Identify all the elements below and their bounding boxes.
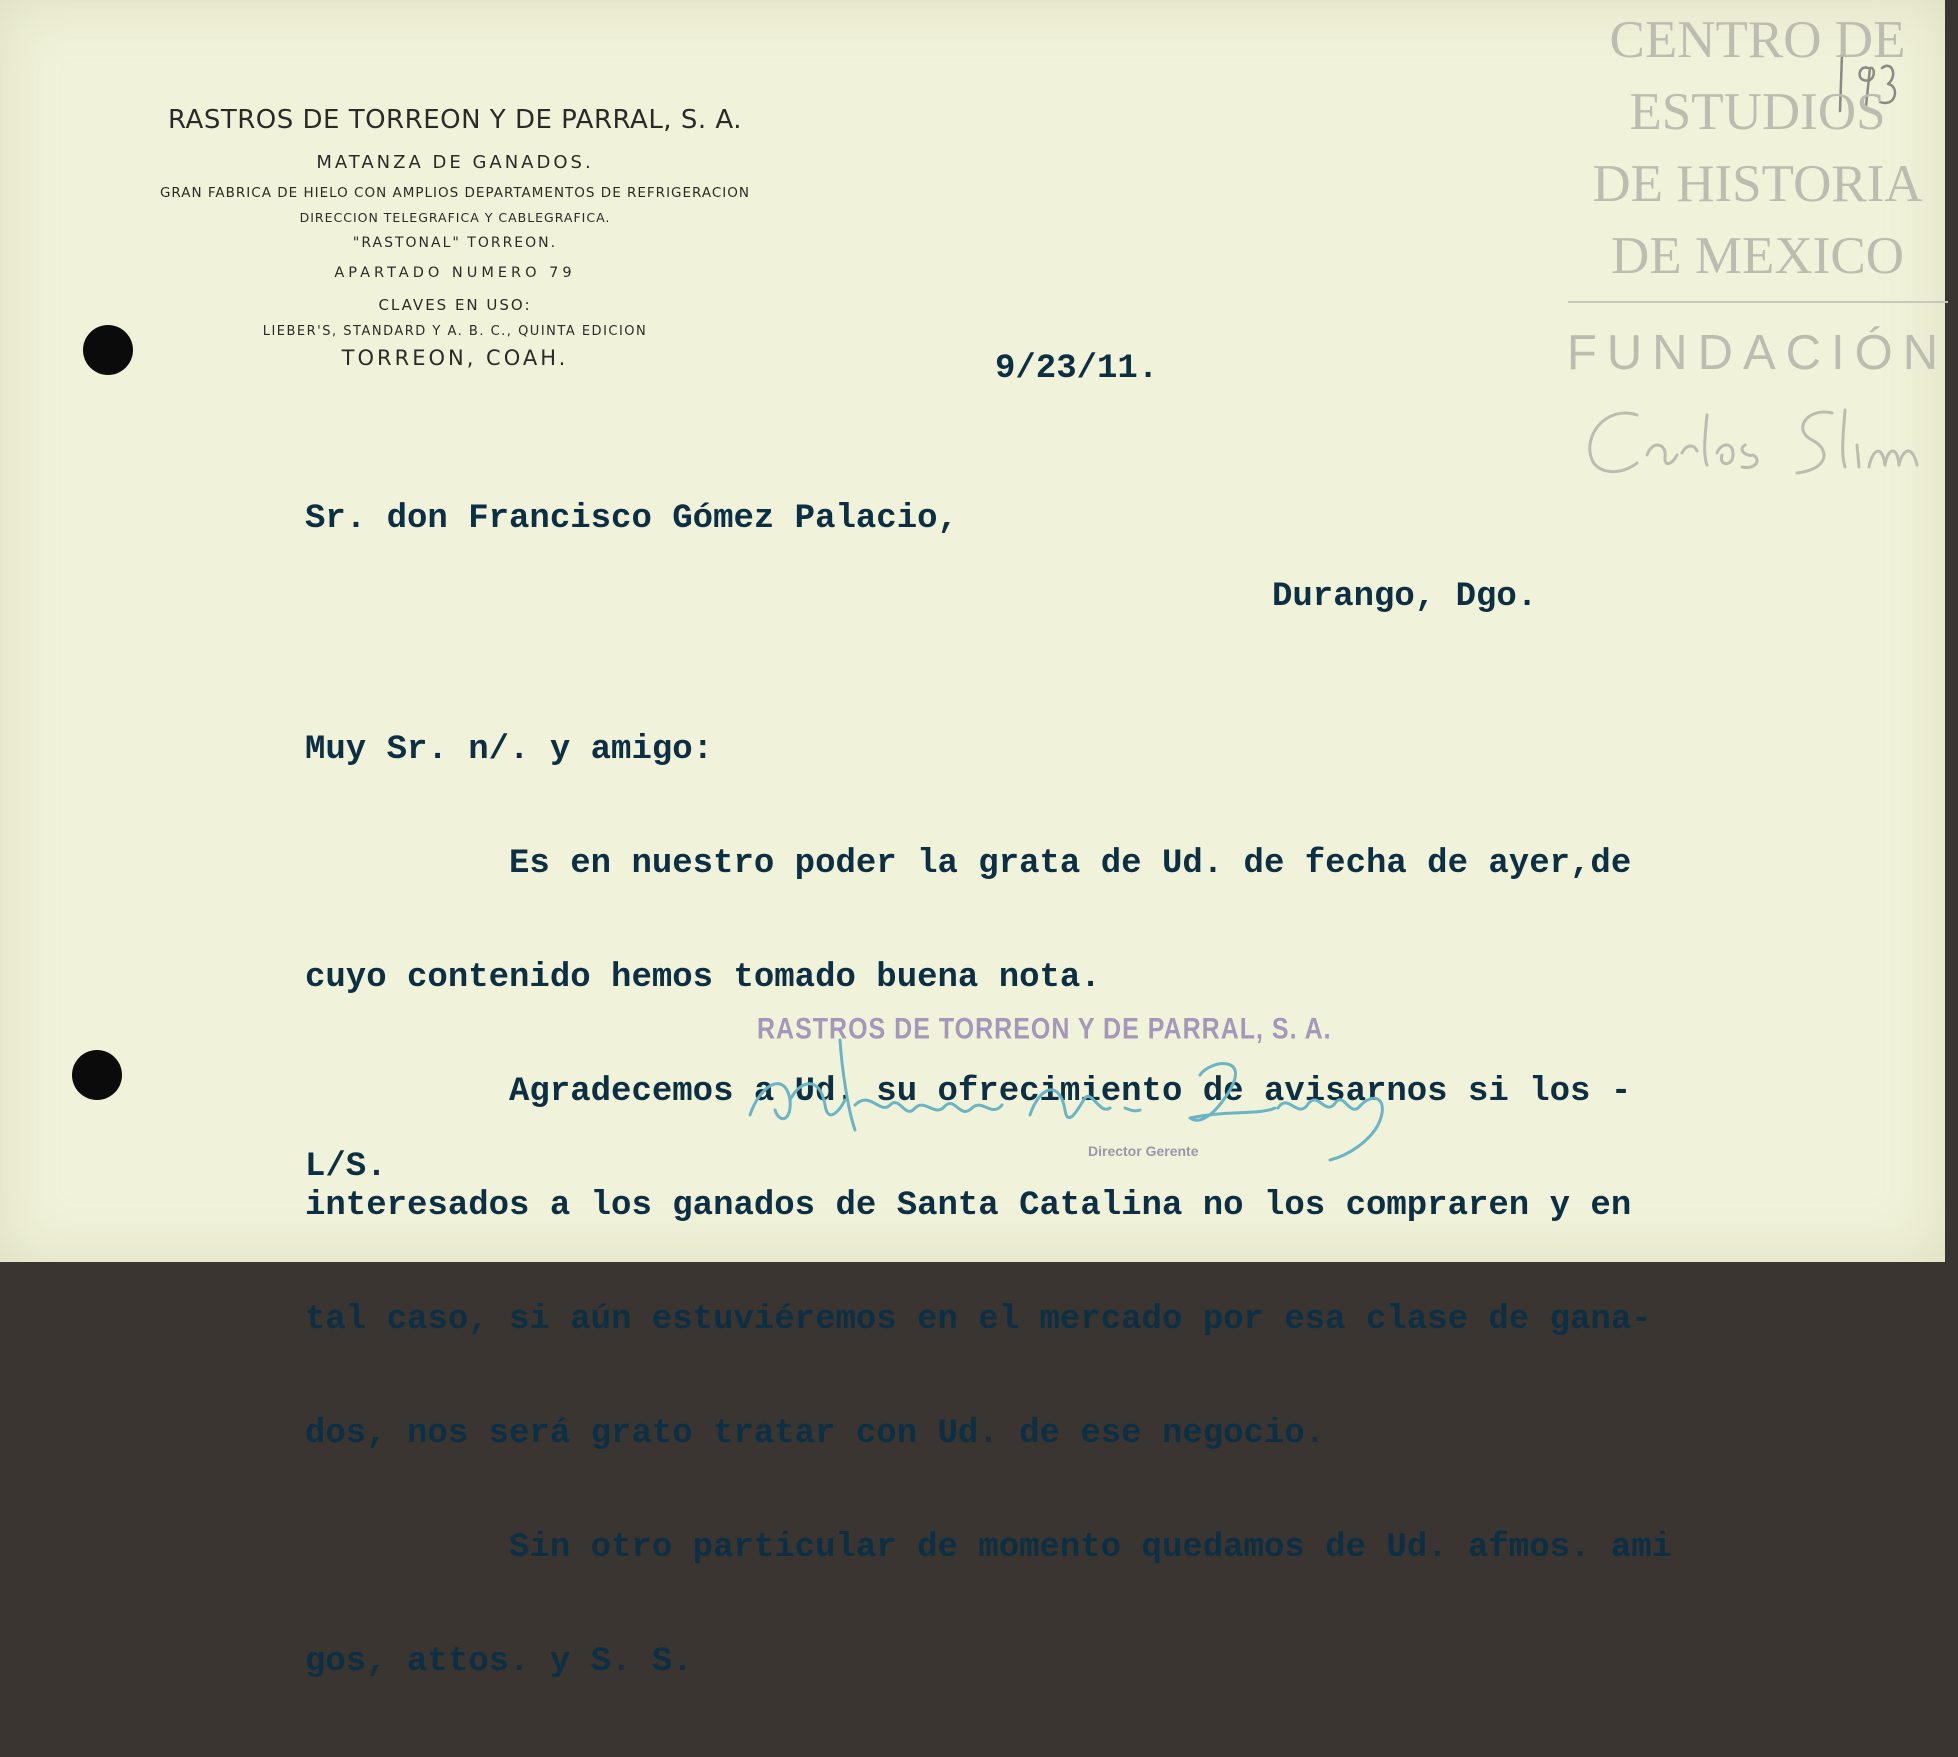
watermark-line: DE HISTORIA bbox=[1592, 155, 1923, 213]
letterhead-telegraph: DIRECCION TELEGRAFICA Y CABLEGRAFICA. bbox=[299, 210, 611, 225]
body-line: tal caso, si aún estuviéremos en el mercado por esa clase de gana- bbox=[305, 1301, 1652, 1339]
letterhead-subtitle: MATANZA DE GANADOS. bbox=[316, 152, 594, 173]
watermark-line: CENTRO DE bbox=[1609, 11, 1906, 69]
watermark-foundation: FUNDACIÓN bbox=[1566, 326, 1949, 380]
body-line: Es en nuestro poder la grata de Ud. de fecha de ayer,de bbox=[305, 845, 1632, 883]
body-line: cuyo contenido hemos tomado buena nota. bbox=[305, 959, 1101, 997]
body-line: interesados a los ganados de Santa Catalina no los compraren y en bbox=[305, 1187, 1632, 1225]
letter-date: 9/23/11. bbox=[995, 350, 1159, 388]
body-line: Muy Sr. n/. y amigo: bbox=[305, 731, 714, 769]
letterhead-codes: LIEBER'S, STANDARD Y A. B. C., QUINTA EDICION bbox=[262, 324, 648, 339]
company-stamp: RASTROS DE TORREON Y DE PARRAL, S. A. bbox=[757, 1012, 1332, 1046]
watermark-line: ESTUDIOS bbox=[1629, 83, 1886, 141]
watermark-signature bbox=[1577, 395, 1947, 485]
archive-watermark bbox=[1565, 0, 1958, 500]
letterhead-city: TORREON, COAH. bbox=[341, 346, 569, 370]
body-line: gos, attos. y S. S. bbox=[305, 1643, 693, 1681]
letter-body bbox=[305, 655, 1672, 1757]
watermark-divider bbox=[1568, 301, 1948, 303]
recipient-name: Sr. don Francisco Gómez Palacio, bbox=[305, 500, 958, 538]
recipient-city: Durango, Dgo. bbox=[1272, 578, 1538, 616]
typist-initials: L/S. bbox=[305, 1148, 387, 1186]
body-line: Sin otro particular de momento quedamos de Ud. afmos. ami bbox=[305, 1529, 1673, 1567]
punch-hole bbox=[72, 1050, 122, 1100]
letterhead-cable-address: "RASTONAL" TORREON. bbox=[352, 235, 558, 251]
letterhead-ice-factory: GRAN FABRICA DE HIELO CON AMPLIOS DEPARTAMENTOS DE REFRIGERACION bbox=[159, 185, 751, 201]
letterhead-po-box: APARTADO NUMERO 79 bbox=[334, 265, 576, 281]
letterhead-codes-heading: CLAVES EN USO: bbox=[378, 296, 532, 314]
body-line: Agradecemos a Ud. su ofrecimiento de avisarnos si los - bbox=[305, 1073, 1632, 1111]
letterhead-company: RASTROS DE TORREON Y DE PARRAL, S. A. bbox=[168, 105, 742, 135]
handwritten-signature bbox=[730, 1030, 1430, 1170]
body-line: dos, nos será grato tratar con Ud. de ese negocio. bbox=[305, 1415, 1326, 1453]
stamp-title: Director Gerente bbox=[1088, 1143, 1199, 1159]
watermark-line: DE MEXICO bbox=[1611, 227, 1904, 285]
punch-hole bbox=[83, 325, 133, 375]
